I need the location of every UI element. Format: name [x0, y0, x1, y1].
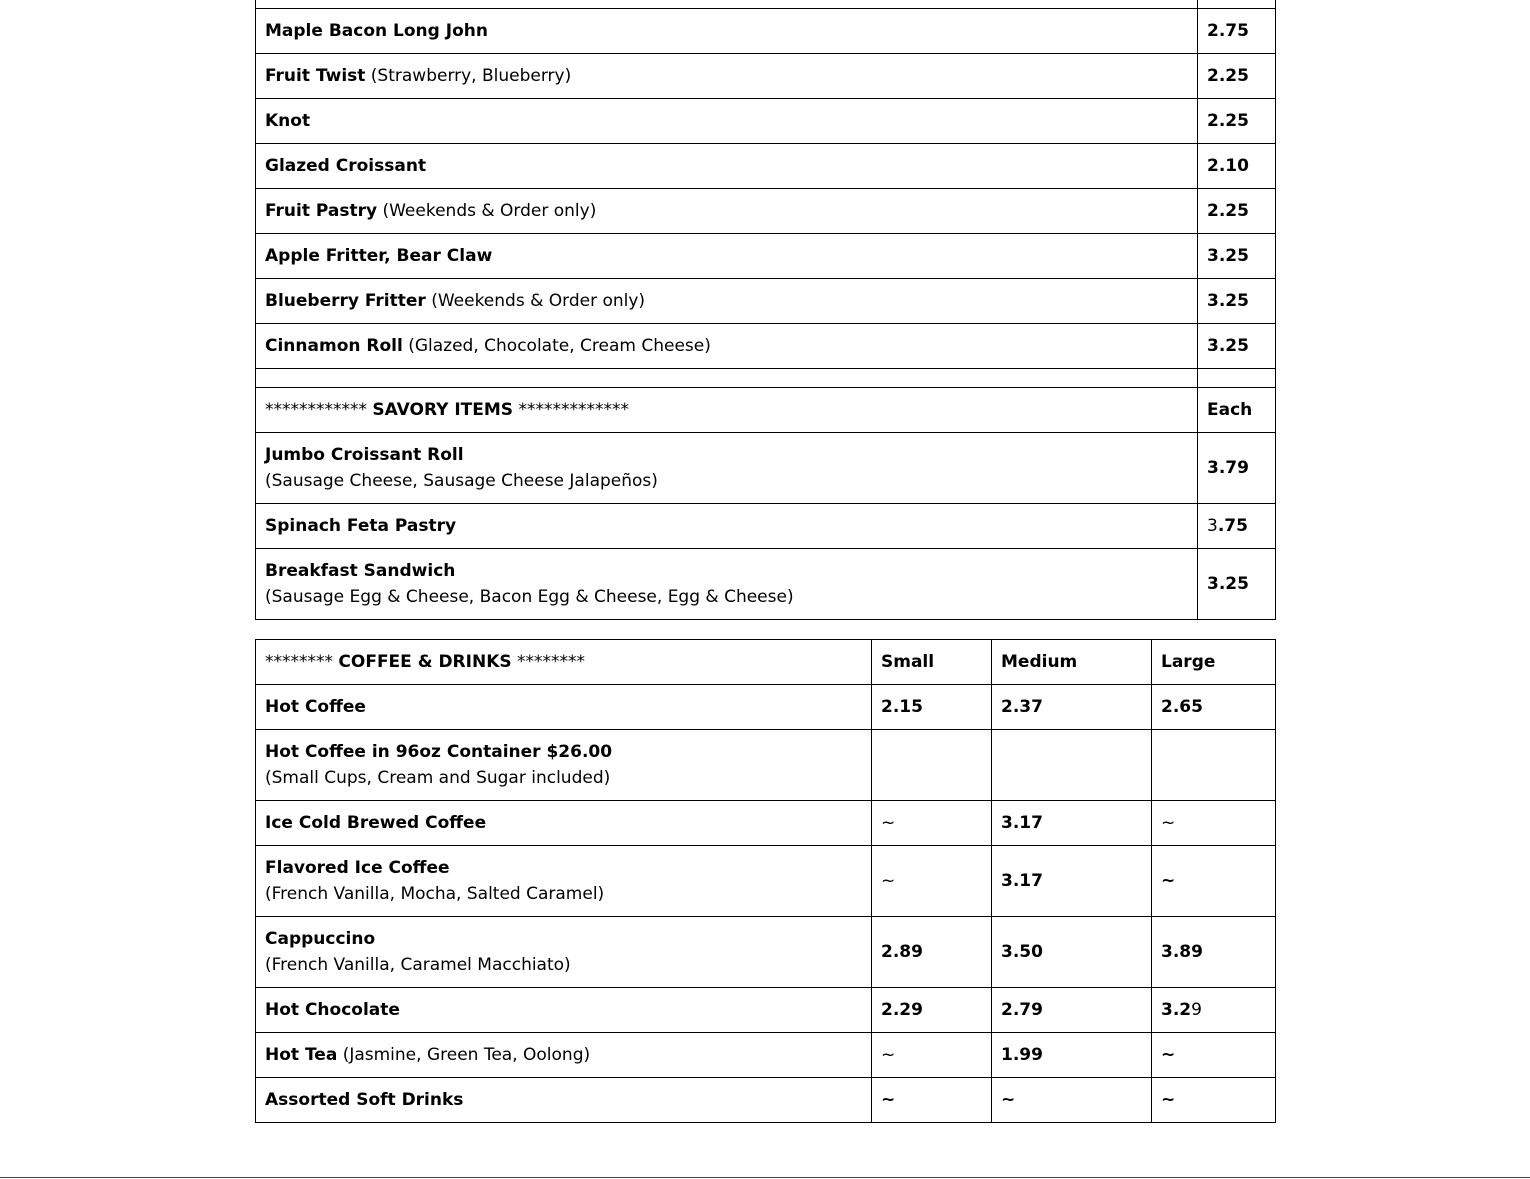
item-price [1198, 504, 1276, 549]
item-price: 3.25 [1198, 279, 1276, 324]
item-name-cell [256, 730, 872, 801]
item-name: Spinach Feta Pastry [265, 516, 457, 536]
item-detail: (French Vanilla, Mocha, Salted Caramel) [265, 884, 605, 904]
item-name: Cinnamon Roll [265, 336, 403, 356]
price-medium: 2.37 [992, 685, 1152, 730]
header-stars: ************* [513, 400, 629, 420]
item-name-cell [256, 433, 1198, 504]
price-large: ~ [1152, 1078, 1276, 1123]
table-row [256, 144, 1276, 189]
item-name: Blueberry Fritter [265, 291, 426, 311]
item-name: Knot [265, 111, 311, 131]
price-large: 2.65 [1152, 685, 1276, 730]
page-divider [0, 1177, 1530, 1178]
price-medium: 3.50 [992, 917, 1152, 988]
item-name-cell [256, 324, 1198, 369]
item-name: Hot Coffee [256, 685, 872, 730]
table-row [256, 9, 1276, 54]
table-row [256, 189, 1276, 234]
item-name: Breakfast Sandwich [265, 561, 456, 581]
item-name: Glazed Croissant [265, 156, 427, 176]
item-name: Maple Bacon Long John [265, 21, 488, 41]
header-stars: ************ [265, 400, 373, 420]
item-detail: (Glazed, Chocolate, Cream Cheese) [402, 336, 711, 356]
section-title: SAVORY ITEMS [372, 400, 514, 420]
item-name: Flavored Ice Coffee [265, 858, 450, 878]
savory-header-row [256, 388, 1276, 433]
price-large [1152, 730, 1276, 801]
item-detail: (Strawberry, Blueberry) [365, 66, 572, 86]
price-medium: 2.79 [992, 988, 1152, 1033]
header-stars: ******** [265, 652, 339, 672]
size-header-large: Large [1152, 640, 1276, 685]
item-price: 3.79 [1198, 433, 1276, 504]
item-name-cell [256, 279, 1198, 324]
drinks-header [256, 640, 872, 685]
item-name-cell [256, 846, 872, 917]
item-name-cell [256, 144, 1198, 189]
table-row [256, 54, 1276, 99]
item-name-cell [256, 99, 1198, 144]
item-name: Hot Chocolate [256, 988, 872, 1033]
coffee-drinks-table [255, 639, 1276, 1123]
spacer-row [256, 369, 1276, 388]
drinks-header-row [256, 640, 1276, 685]
price-small: ~ [872, 1033, 992, 1078]
price-small: 2.29 [872, 988, 992, 1033]
size-header-medium: Medium [992, 640, 1152, 685]
item-name-cell [256, 9, 1198, 54]
item-price: 2.25 [1198, 54, 1276, 99]
item-detail: (Weekends & Order only) [425, 291, 646, 311]
table-row [256, 504, 1276, 549]
table-row [256, 234, 1276, 279]
price-small: ~ [872, 801, 992, 846]
header-stars: ******** [511, 652, 586, 672]
table-row [256, 99, 1276, 144]
table-row [256, 279, 1276, 324]
table-row [256, 846, 1276, 917]
price-part: 3.2 [1161, 1000, 1192, 1020]
price-small: 2.15 [872, 685, 992, 730]
price-medium: ~ [992, 1078, 1152, 1123]
item-name: Fruit Pastry [265, 201, 378, 221]
item-detail: (Weekends & Order only) [377, 201, 597, 221]
item-name-cell [256, 1033, 872, 1078]
item-price: 3.25 [1198, 549, 1276, 620]
item-name: Hot Tea [265, 1045, 338, 1065]
price-large: ~ [1152, 801, 1276, 846]
item-name: Fruit Twist [265, 66, 366, 86]
table-row [256, 1033, 1276, 1078]
price-large: ~ [1152, 846, 1276, 917]
item-name-cell [256, 504, 1198, 549]
item-name-cell [256, 189, 1198, 234]
price-small: ~ [872, 846, 992, 917]
item-name: Hot Coffee in 96oz Container $26.00 [265, 742, 613, 762]
item-name-cell [256, 549, 1198, 620]
table-row [256, 433, 1276, 504]
item-detail: (Sausage Cheese, Sausage Cheese Jalapeños) [265, 471, 658, 491]
savory-header [256, 388, 1198, 433]
size-header-small: Small [872, 640, 992, 685]
item-detail: (Small Cups, Cream and Sugar included) [265, 768, 611, 788]
item-price: 2.25 [1198, 189, 1276, 234]
item-detail: (Sausage Egg & Cheese, Bacon Egg & Cheese, Egg & Cheese) [265, 587, 794, 607]
table-row [256, 685, 1276, 730]
table-row [256, 730, 1276, 801]
price-part: 9 [1191, 1000, 1202, 1020]
price-part: .75 [1217, 516, 1248, 536]
table-row [256, 1078, 1276, 1123]
price-medium: 1.99 [992, 1033, 1152, 1078]
price-medium [992, 730, 1152, 801]
price-small: ~ [872, 1078, 992, 1123]
price-small: 2.89 [872, 917, 992, 988]
item-price: 2.75 [1198, 9, 1276, 54]
table-row [256, 988, 1276, 1033]
table-row [256, 324, 1276, 369]
pastry-savory-table [255, 0, 1276, 620]
table-row [256, 549, 1276, 620]
section-title: COFFEE & DRINKS [338, 652, 512, 672]
item-detail: (French Vanilla, Caramel Macchiato) [265, 955, 571, 975]
price-medium: 3.17 [992, 846, 1152, 917]
item-name: Cappuccino [265, 929, 376, 949]
price-small [872, 730, 992, 801]
item-name-cell [256, 917, 872, 988]
item-name: Apple Fritter, Bear Claw [265, 246, 493, 266]
item-name-cell [256, 234, 1198, 279]
item-price: 2.10 [1198, 144, 1276, 189]
price-large: 3.89 [1152, 917, 1276, 988]
item-price: 2.25 [1198, 99, 1276, 144]
price-large: ~ [1152, 1033, 1276, 1078]
item-name: Ice Cold Brewed Coffee [256, 801, 872, 846]
item-name: Jumbo Croissant Roll [265, 445, 464, 465]
table-row [256, 0, 1276, 9]
price-medium: 3.17 [992, 801, 1152, 846]
price-large [1152, 988, 1276, 1033]
table-row [256, 917, 1276, 988]
item-name: Assorted Soft Drinks [256, 1078, 872, 1123]
item-name-cell [256, 54, 1198, 99]
price-column-header: Each [1198, 388, 1276, 433]
item-price: 3.25 [1198, 234, 1276, 279]
price-part: 3 [1207, 516, 1218, 536]
table-row [256, 801, 1276, 846]
item-price: 3.25 [1198, 324, 1276, 369]
item-detail: (Jasmine, Green Tea, Oolong) [337, 1045, 591, 1065]
